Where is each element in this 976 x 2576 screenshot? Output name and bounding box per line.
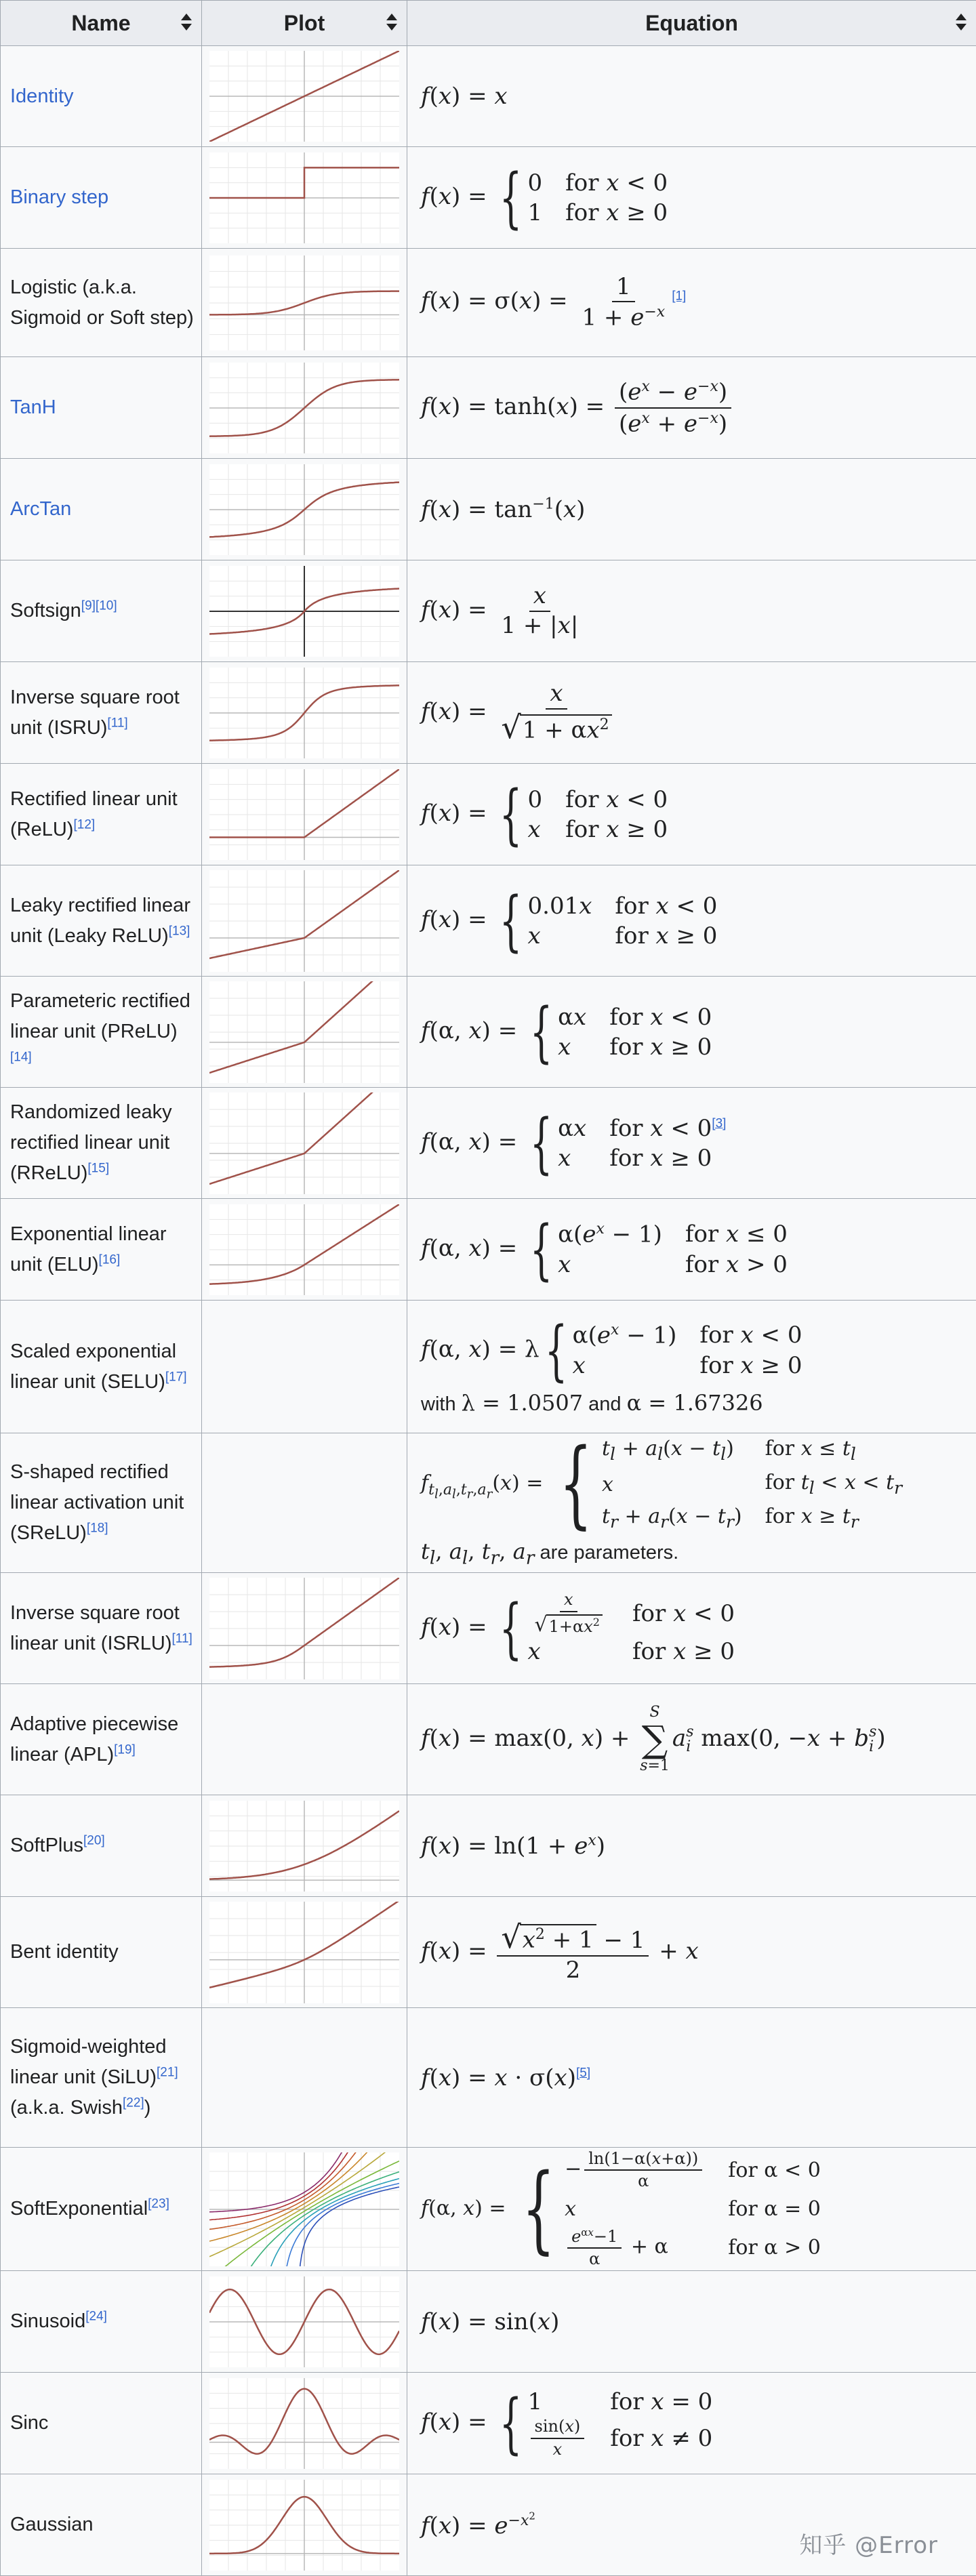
- reference-link[interactable]: [14]: [10, 1050, 32, 1064]
- isru-plot: [209, 668, 399, 758]
- function-name-link[interactable]: ArcTan: [10, 498, 71, 520]
- function-name-cell: [1, 147, 202, 249]
- function-name-text: SoftPlus: [10, 1835, 83, 1856]
- plot-cell: [202, 1573, 407, 1684]
- function-name-cell: [1, 46, 202, 147]
- column-header-label: Plot: [284, 11, 325, 35]
- equation-cell: f(x) = tanh(x) = $\frac{(e^x - e^{-x})}{(e^x + e^{-x})}$: [407, 357, 976, 459]
- function-name-cell: [1, 2008, 202, 2148]
- plot-cell: [202, 1088, 407, 1199]
- function-name-cell: [1, 977, 202, 1088]
- column-header-name[interactable]: [1, 1, 202, 46]
- reference-link[interactable]: [22]: [123, 2095, 144, 2110]
- reference-link[interactable]: [3]: [712, 1116, 726, 1130]
- isrlu-plot: [209, 1578, 399, 1679]
- binary-step-plot: [209, 152, 399, 243]
- function-name-link[interactable]: TanH: [10, 396, 56, 418]
- bent-identity-plot: [209, 1902, 399, 2003]
- softexponential-plot: [209, 2152, 399, 2266]
- function-name-cell: [1, 1088, 202, 1199]
- equation-cell: f(x) = { 0.01x for x < 0 x for x ≥ 0: [407, 865, 976, 977]
- function-name-text: Exponential linear unit (ELU): [10, 1223, 167, 1275]
- reference-link[interactable]: [5]: [576, 2066, 590, 2080]
- reference-link[interactable]: [21]: [157, 2065, 178, 2079]
- equation-cell: f(α, x) = { αx for x < 0 x for x ≥ 0: [407, 977, 976, 1088]
- equation-cell: $f(x) = e^{-x^2}$: [407, 2474, 976, 2576]
- reference-link[interactable]: [11]: [107, 716, 127, 730]
- reference-link[interactable]: [15]: [87, 1161, 109, 1175]
- reference-link[interactable]: [16]: [99, 1252, 121, 1267]
- function-name-text: Parameteric rectified linear unit (PReLU): [10, 990, 190, 1042]
- table-row: [1, 46, 976, 147]
- sort-icon[interactable]: [956, 14, 967, 30]
- function-name-text: Randomized leaky rectified linear unit (RReLU): [10, 1101, 172, 1184]
- function-name-cell: [1, 459, 202, 560]
- equation-cell: f(x) = { 0 for x < 0 1 for x ≥ 0: [407, 147, 976, 249]
- plot-cell: [202, 2474, 407, 2576]
- equation-cell: $f(x) = \tan^{-1}(x)$: [407, 459, 976, 560]
- table-row: [1, 2373, 976, 2474]
- equation-cell: f(x) = { 0 for x < 0 x for x ≥ 0: [407, 764, 976, 865]
- table-row: [1, 1433, 976, 1573]
- function-name-text: Adaptive piecewise linear (APL): [10, 1713, 178, 1765]
- equation-cell: f(x) = x · σ(x)[5]: [407, 2008, 976, 2148]
- function-name-text: Bent identity: [10, 1941, 119, 1963]
- header-row: [1, 1, 976, 46]
- equation-cell: f(x) = $\frac{x}{1 + |x|}$: [407, 560, 976, 662]
- table-row: [1, 459, 976, 560]
- sort-icon[interactable]: [181, 14, 192, 30]
- reference-link[interactable]: [12]: [73, 817, 95, 832]
- plot-cell: [202, 2271, 407, 2373]
- logistic-plot: [209, 255, 399, 350]
- equation-cell: f(x) = √ $x^2 + 1$ − 1 2 + x: [407, 1897, 976, 2008]
- equation-cell: f(α, x) = { $\alpha(e^x - 1)$ for x ≤ 0 x for x > 0: [407, 1199, 976, 1301]
- plot-cell: [202, 1897, 407, 2008]
- function-name-text: Scaled exponential linear unit (SELU): [10, 1341, 176, 1393]
- softplus-plot: [209, 1801, 399, 1892]
- function-name-link[interactable]: Identity: [10, 85, 74, 107]
- plot-cell: [202, 662, 407, 764]
- function-name-text: Rectified linear unit (ReLU): [10, 788, 178, 840]
- softsign-plot: [209, 566, 399, 657]
- reference-link[interactable]: [13]: [169, 924, 190, 938]
- leaky-relu-plot: [209, 870, 399, 972]
- column-header-equation[interactable]: [407, 1, 976, 46]
- function-name-text: ): [144, 2097, 151, 2119]
- reference-link[interactable]: [17]: [165, 1370, 187, 1384]
- function-name-cell: [1, 2271, 202, 2373]
- function-name-cell: [1, 1684, 202, 1795]
- equation-note: $t_l$, $a_l$, $t_r$, $a_r$ are parameters.: [421, 1538, 968, 1568]
- plot-cell: [202, 357, 407, 459]
- equation-cell: f(x) = x: [407, 46, 976, 147]
- reference-link[interactable]: [18]: [87, 1521, 108, 1535]
- table-row: [1, 560, 976, 662]
- function-name-cell: [1, 2474, 202, 2576]
- identity-plot: [209, 51, 399, 142]
- equation-cell: f(x) = sin(x): [407, 2271, 976, 2373]
- table-row: [1, 249, 976, 357]
- watermark-text: 知乎 @Error: [799, 2527, 938, 2560]
- plot-cell: [202, 2373, 407, 2474]
- function-name-cell: [1, 1199, 202, 1301]
- function-name-text: Inverse square root unit (ISRU): [10, 687, 180, 739]
- plot-cell: [202, 1199, 407, 1301]
- function-name-link[interactable]: Binary step: [10, 186, 108, 208]
- function-name-cell: [1, 1301, 202, 1433]
- equation-cell: f(x) = σ(x) = $\frac{1}{1 + e^{-x}}$ [1]: [407, 249, 976, 357]
- table-row: [1, 865, 976, 977]
- relu-plot: [209, 769, 399, 860]
- sort-icon[interactable]: [386, 14, 397, 30]
- function-name-text: Logistic (a.k.a. Sigmoid or Soft step): [10, 277, 194, 329]
- function-name-cell: [1, 1573, 202, 1684]
- equation-cell: f(x) = { x √ $1+\alpha x^2$ for x < 0 x for x ≥ 0: [407, 1573, 976, 1684]
- plot-cell: [202, 46, 407, 147]
- table-row: [1, 2008, 976, 2148]
- table-row: [1, 1795, 976, 1897]
- sinusoid-plot: [209, 2276, 399, 2367]
- table-row: [1, 764, 976, 865]
- table-row: [1, 2474, 976, 2576]
- function-name-text: Sinc: [10, 2412, 48, 2434]
- function-name-text: SoftExponential: [10, 2198, 148, 2220]
- rrelu-plot: [209, 1092, 399, 1194]
- function-name-cell: [1, 764, 202, 865]
- plot-cell: [202, 147, 407, 249]
- function-name-cell: [1, 662, 202, 764]
- plot-cell: [202, 764, 407, 865]
- arctan-plot: [209, 464, 399, 555]
- function-name-cell: [1, 1897, 202, 2008]
- function-name-text: Gaussian: [10, 2514, 94, 2535]
- table-row: [1, 357, 976, 459]
- equation-cell: f(x) = { 1 for x = 0 $\frac{\sin(x)}{x}$ for x ≠ 0: [407, 2373, 976, 2474]
- function-name-cell: [1, 357, 202, 459]
- function-name-cell: [1, 2373, 202, 2474]
- elu-plot: [209, 1204, 399, 1295]
- tanh-plot: [209, 363, 399, 453]
- reference-link[interactable]: [24]: [85, 2309, 107, 2323]
- function-name-text: Leaky rectified linear unit (Leaky ReLU): [10, 895, 190, 947]
- reference-link[interactable]: [1]: [672, 289, 686, 304]
- column-header-plot[interactable]: [202, 1, 407, 46]
- plot-cell: [202, 1433, 407, 1573]
- table-row: [1, 1897, 976, 2008]
- plot-cell: [202, 459, 407, 560]
- table-row: [1, 2271, 976, 2373]
- plot-cell: [202, 1301, 407, 1433]
- plot-cell: [202, 560, 407, 662]
- table-row: [1, 1088, 976, 1199]
- function-name-cell: [1, 2148, 202, 2271]
- function-name-cell: [1, 249, 202, 357]
- reference-link[interactable]: [9][10]: [81, 598, 117, 613]
- reference-link[interactable]: [20]: [83, 1833, 105, 1847]
- table-row: [1, 1301, 976, 1433]
- equation-cell: f(x) = max(0, x) + S ∑ s=1 a s i max(0, −x + b s i ): [407, 1684, 976, 1795]
- equation-cell: f(α, x) = { αx for x < 0[3] x for x ≥ 0: [407, 1088, 976, 1199]
- function-name-text: Sigmoid-weighted linear unit (SiLU): [10, 2036, 167, 2088]
- function-name-text: (a.k.a. Swish: [10, 2097, 123, 2119]
- function-name-text: Softsign: [10, 600, 81, 621]
- table-row: [1, 147, 976, 249]
- plot-cell: [202, 2148, 407, 2271]
- equation-cell: f(α, x) = { − $\frac{\ln(1-\alpha(x+\alpha))}{\alpha}$ for α < 0 x for α = 0 $\frac{e^{\alpha x}-1}{\alpha}$ + α for α > 0: [407, 2148, 976, 2271]
- gaussian-plot: [209, 2480, 399, 2571]
- table-row: [1, 2148, 976, 2271]
- function-name-cell: [1, 865, 202, 977]
- plot-cell: [202, 249, 407, 357]
- column-header-label: Equation: [645, 11, 738, 35]
- plot-cell: [202, 977, 407, 1088]
- equation-cell: $f(x) = \ln(1 + e^x)$: [407, 1795, 976, 1897]
- equation-cell: f(α, x) = λ { $\alpha(e^x - 1)$ for x < 0 x for x ≥ 0 with λ = 1.0507 and α = 1.67326: [407, 1301, 976, 1433]
- plot-cell: [202, 865, 407, 977]
- column-header-label: Name: [71, 11, 130, 35]
- table-row: [1, 977, 976, 1088]
- reference-link[interactable]: [23]: [148, 2196, 169, 2211]
- reference-link[interactable]: [19]: [114, 1742, 136, 1757]
- function-name-cell: [1, 560, 202, 662]
- reference-link[interactable]: [11]: [172, 1631, 192, 1645]
- equation-note: with λ = 1.0507 and α = 1.67326: [421, 1390, 968, 1416]
- sinc-plot: [209, 2378, 399, 2469]
- function-name-text: S-shaped rectified linear activation unit (SReLU): [10, 1461, 184, 1544]
- plot-cell: [202, 1684, 407, 1795]
- function-name-text: Inverse square root linear unit (ISRLU): [10, 1602, 180, 1654]
- equation-cell: f(x) = x √ $1 + \alpha x^2$: [407, 662, 976, 764]
- function-name-cell: [1, 1795, 202, 1897]
- prelu-plot: [209, 981, 399, 1083]
- plot-cell: [202, 1795, 407, 1897]
- table-row: [1, 1199, 976, 1301]
- table-row: [1, 662, 976, 764]
- plot-cell: [202, 2008, 407, 2148]
- equation-cell: $f_{t_l,a_l,t_r,a_r}(x)$ = { $t_l + a_l(x - t_l)$ for $x \le t_l$ x for $t_l < x < t_r$ $t_r + a_r(x - t_r)$ for $x \ge t_r$ $t_l$, $a_l$, $t_r$, $a_r$ are parameters.: [407, 1433, 976, 1573]
- table-row: [1, 1573, 976, 1684]
- table-row: [1, 1684, 976, 1795]
- function-name-text: Sinusoid: [10, 2310, 85, 2332]
- function-name-cell: [1, 1433, 202, 1573]
